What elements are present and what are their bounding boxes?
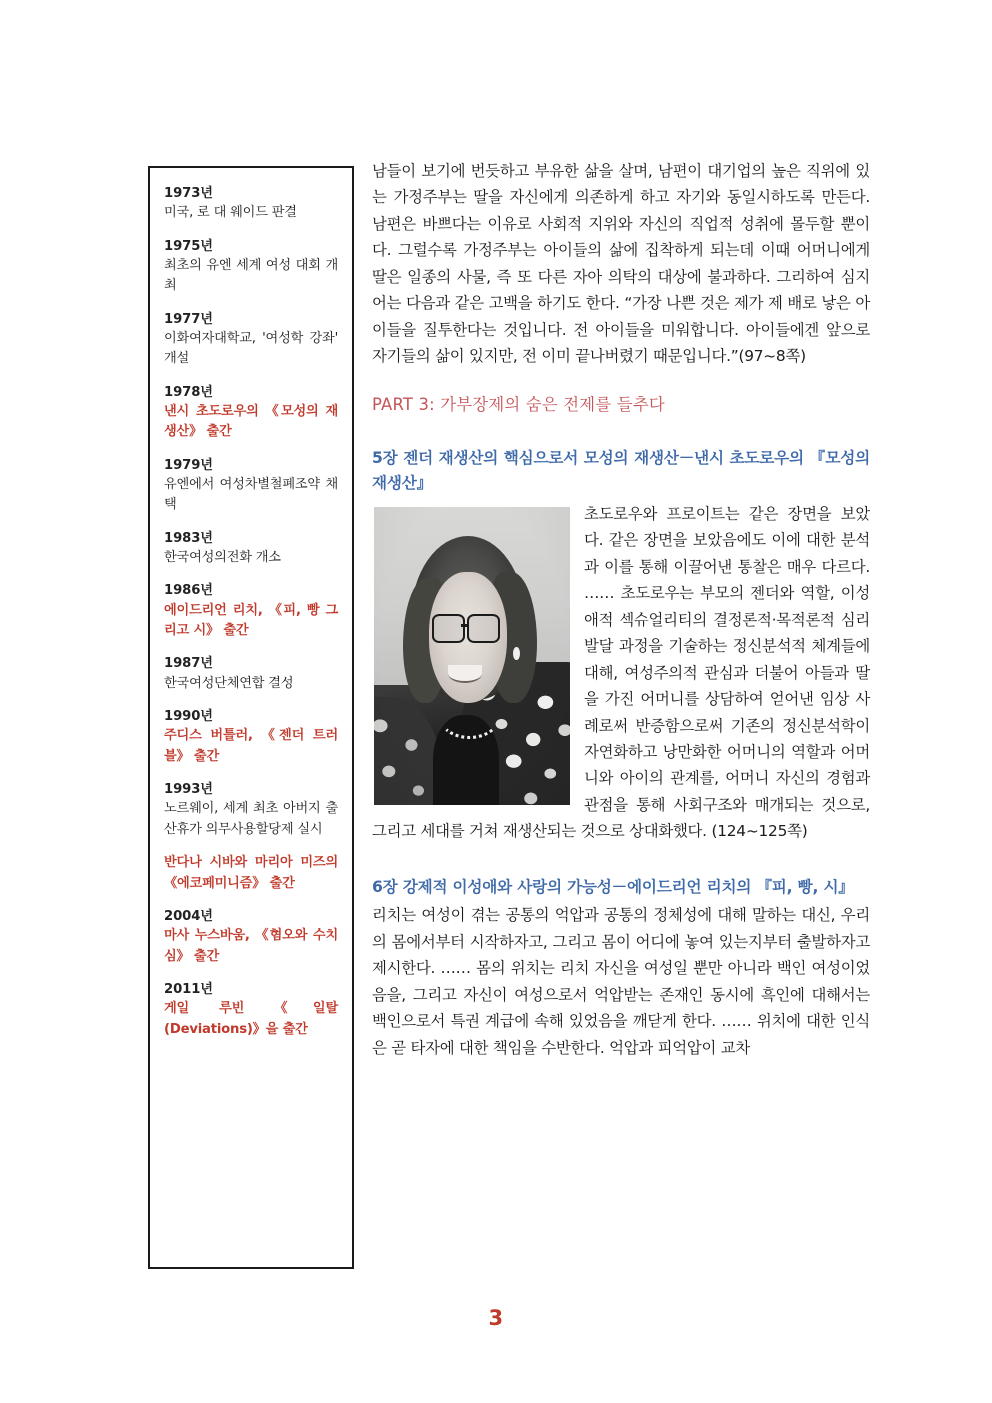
timeline-description: 유엔에서 여성차별철폐조약 채택 (164, 476, 338, 513)
timeline-description: 게일 루빈 《일탈(Deviations)》을 출간 (164, 1001, 338, 1037)
chapter-5-heading: 5장 젠더 재생산의 핵심으로서 모성의 재생산－낸시 초도로우의 『모성의 재생산』 (372, 449, 870, 493)
timeline-sidebar (148, 166, 354, 1269)
timeline-year: 1983년 (164, 530, 213, 546)
timeline-year: 1993년 (164, 782, 213, 798)
timeline-description: 반다나 시바와 마리아 미즈의 《에코페미니즘》 출간 (164, 855, 338, 891)
timeline-year: 2004년 (164, 909, 213, 925)
timeline-entry (164, 456, 338, 516)
timeline-year: 1978년 (164, 384, 213, 400)
timeline-year: 1975년 (164, 238, 213, 254)
page-number: 3 (488, 1306, 504, 1330)
portrait-vignette (374, 507, 570, 805)
timeline-description: 미국, 로 대 웨이드 판결 (164, 205, 297, 221)
timeline-year: 2011년 (164, 982, 213, 998)
timeline-description: 주디스 버틀러, 《젠더 트러블》 출간 (164, 728, 338, 764)
timeline-description: 한국여성단체연합 결성 (164, 675, 294, 691)
timeline-year: 1979년 (164, 457, 213, 473)
timeline-description: 한국여성의전화 개소 (164, 549, 281, 565)
timeline-entry (164, 980, 338, 1040)
timeline-entry (164, 654, 338, 694)
main-text-column (372, 158, 870, 1067)
timeline-entry (164, 310, 338, 370)
timeline-entry (164, 237, 338, 297)
timeline-entry (164, 184, 338, 224)
timeline-description: 마사 누스바움, 《혐오와 수치심》 출간 (164, 928, 338, 964)
timeline-description: 이화여자대학교, '여성학 강좌' 개설 (164, 330, 338, 367)
chapter-6-heading: 6장 강제적 이성애와 사랑의 가능성－에이드리언 리치의 『피, 빵, 시』 (372, 877, 854, 896)
timeline-entry (164, 581, 338, 641)
timeline-description: 낸시 초도로우의 《모성의 재생산》 출간 (164, 403, 338, 440)
timeline-entry (164, 707, 338, 767)
chapter-5-block (372, 501, 870, 845)
timeline-year: 1977년 (164, 311, 213, 327)
timeline-year: 1973년 (164, 186, 213, 201)
timeline-description: 최초의 유엔 세계 여성 대회 개최 (164, 257, 338, 294)
timeline-entry (164, 780, 338, 840)
chapter-6-body: 리치는 여성이 겪는 공통의 억압과 공통의 정체성에 대해 말하는 대신, 우리의 몸에서부터 시작하자고, 그리고 몸이 어디에 놓여 있는지부터 출발하자고 제시한다. …… 몸의 위치는 리치 자신을 여성일 뿐만 아니라 백인 여성이었음을, 그리고 자신이 여성으로서 억압받는 존재인 동시에 흑인에 대해서는 백인으로서 특권 계급에 속해 있었음을 깨닫게 한다. …… 위치에 대한 인식은 곧 타자에 대한 책임을 수반한다. 억압과 피억압이 교차 (372, 906, 870, 1057)
portrait-canvas (374, 507, 570, 805)
timeline-entry (164, 907, 338, 967)
intro-paragraph: 남들이 보기에 번듯하고 부유한 삶을 살며, 남편이 대기업의 높은 직위에 있는 가정주부는 딸을 자신에게 의존하게 하고 자기와 동일시하도록 만든다. 남편은 바쁘다는 이유로 사회적 지위와 자신의 직업적 성취에 몰두할 뿐이다. 그럴수록 가정주부는 아이들의 삶에 집착하게 되는데 이때 어머니에게 딸은 일종의 사물, 즉 또 다른 자아 의탁의 대상에 불과하다. 그리하여 심지어는 다음과 같은 고백을 하기도 한다. “가장 나쁜 것은 제가 제 배로 낳은 아이들을 질투한다는 것입니다. 전 아이들을 미워합니다. 아이들에겐 앞으로 자기들의 삶이 있지만, 전 이미 끝나버렸기 때문입니다.”(97~8쪽) (372, 162, 870, 366)
timeline-description: 노르웨이, 세계 최초 아버지 출산휴가 의무사용할당제 실시 (164, 801, 338, 837)
timeline-description: 에이드리언 리치, 《피, 빵 그리고 시》 출간 (164, 602, 338, 638)
chapter-5-body: 초도로우와 프로이트는 같은 장면을 보았다. 같은 장면을 보았음에도 이에 대한 분석과 이를 통해 이끌어낸 통찰은 매우 다르다. …… 초도로우는 부모의 젠더와 역할, 이성애적 섹슈얼리티의 결정론적·목적론적 심리 발달 과정을 기술하는 정신분석적 체계들에 대해, 여성주의적 관심과 더불어 아들과 딸을 가진 어머니를 상담하여 얻어낸 임상 사례로써 반증함으로써 기존의 정신분석학이 자연화하고 낭만화한 어머니의 역할과 어머니와 아이의 관계를, 어머니 자신의 경험과 관점을 통해 사회구조와 매개되는 것으로, 그리고 세대를 거쳐 재생산되는 것으로 상대화했다. (124~125쪽) (372, 504, 870, 841)
nancy-chodorow-portrait-image (374, 507, 570, 805)
timeline-year: 1990년 (164, 709, 213, 725)
timeline-year: 1986년 (164, 583, 213, 599)
timeline-entry (164, 383, 338, 443)
timeline-year: 1987년 (164, 656, 213, 672)
timeline-entry (164, 853, 338, 894)
part-heading: PART 3: 가부장제의 숨은 전제를 들추다 (372, 394, 665, 414)
timeline-entry (164, 529, 338, 569)
